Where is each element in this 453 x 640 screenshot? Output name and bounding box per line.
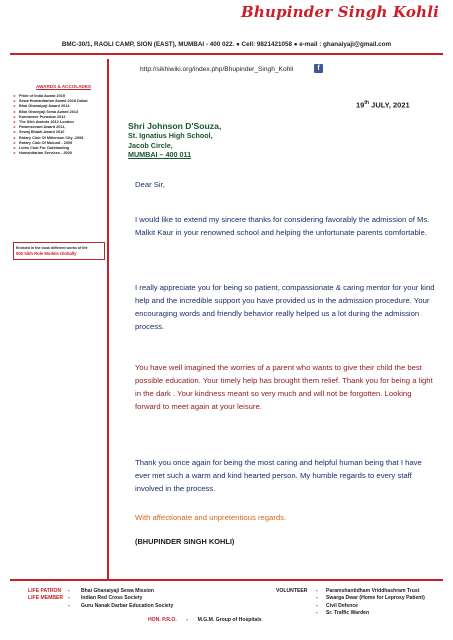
award-item: ► Bhai Ghaniyaji Sewa Award 2013	[13, 110, 105, 115]
footer-left-values	[81, 588, 173, 610]
footer-right-dashes	[316, 588, 318, 618]
recipient-line2: Jacob Circle,	[128, 140, 173, 150]
signatory-name: (BHUPINDER SINGH KOHLI)	[135, 537, 235, 546]
footer-left-dashes	[68, 588, 70, 610]
dash: -	[68, 595, 70, 602]
addressee-block	[128, 121, 328, 160]
award-item: ► The Sikh Awards 2012 London	[13, 120, 105, 125]
awards-heading: AWARDS & ACCOLADES	[36, 84, 91, 89]
closing-line: With affectionate and unpretentious regards.	[135, 513, 287, 522]
salutation: Dear Sir,	[135, 180, 165, 189]
letter-date	[356, 100, 410, 110]
life-member-label: LIFE MEMBER	[28, 595, 64, 602]
award-item: ► Karmaveer Puraskar 2012	[13, 115, 105, 120]
book-title: 500 Sikh Role Models Globally	[16, 251, 77, 256]
volunteer-item: Swarga Dwar (Home for Leprosy Patient)	[326, 595, 425, 602]
award-item: ► Pride of India Award 2019	[13, 94, 105, 99]
header-address: BMC-30/1, RAOLI CAMP, SION (EAST), MUMBAI - 400 022. ● Cell: 9821421058 ● e-mail : ghanaiyaji@gmail.com	[61, 41, 392, 48]
recipient-city: MUMBAI – 400 011	[128, 150, 192, 159]
award-item: ► Lions Club For Outstanding	[13, 146, 105, 151]
date-day: 19	[356, 100, 365, 110]
date-suffix: th	[364, 100, 370, 106]
paragraph-2: I really appreciate you for being so patient, compassionate & caring mentor for your kind help and the incredible support you have provided us in the admission procedure. Your encouraging words and friendly behavior really helped us a lot during the admission process.	[135, 283, 435, 331]
award-item: ► Sewaj Bhakti Award 2010	[13, 130, 105, 135]
dash: -	[316, 602, 318, 609]
volunteer-item: Sr. Traffic Warden	[326, 610, 370, 617]
dash: -	[68, 602, 70, 609]
volunteer-values	[326, 588, 425, 618]
date-rest: JULY, 2021	[369, 100, 410, 110]
dash: -	[186, 617, 189, 623]
life-member-value-2: Guru Nanak Darbar Education Society	[81, 602, 174, 609]
volunteer-item: Paramshantidham Vriddhashram Trust	[326, 588, 420, 594]
dash: -	[316, 610, 318, 617]
award-item: ► Paramsevant Award 2011,	[13, 125, 105, 130]
dash: -	[68, 588, 70, 594]
paragraph-1: I would like to extend my sincere thanks for considering favorably the admission of Ms. Malkit Kaur in your renowned school and helping the unfortunate parents comfortable.	[135, 215, 430, 237]
volunteer-label: VOLUNTEER	[276, 588, 308, 594]
award-item: ► Humanitarian Services - 2008	[13, 151, 105, 156]
paragraph-3: You have well imagined the worries of a parent who wants to give their child the best possible education. Your timely help has brought them relief. Thank you for being a light in the dark . Your kindness meant so very much and will not be forgotten. Looking forward to meet again at your leisure.	[135, 363, 433, 411]
wiki-link[interactable]: http://sikhiwiki.org/index.php/Bhupinder_Singh_Kohli	[140, 66, 294, 73]
book-note: Enlisted in the book different works of life	[16, 246, 88, 250]
facebook-icon[interactable]: f	[314, 64, 323, 73]
award-item: ► Rotary Club Of Mulund - 2005	[13, 141, 105, 146]
life-patron-label: LIFE PATRON	[28, 588, 62, 594]
dash: -	[316, 595, 318, 602]
paragraph-4: Thank you once again for being the most caring and helpful human being that I have ever met such a warm and kind hearted person. My humble regards to every staff involved in the process.	[135, 458, 422, 493]
signature-logo: Bhupinder Singh Kohli	[240, 3, 439, 21]
awards-list	[13, 94, 105, 156]
life-patron-value: Bhai Ghanaiyaji Sewa Mission	[81, 588, 155, 594]
hon-pro-line	[148, 617, 262, 624]
footer-left-labels	[28, 588, 63, 603]
recipient-name: Shri Johnson D'Souza,	[128, 121, 222, 131]
hon-pro-label: HON. P.R.O.	[148, 617, 177, 623]
footer-divider	[10, 579, 443, 581]
book-box	[13, 242, 105, 260]
volunteer-item: Civil Defence	[326, 602, 358, 609]
hon-pro-value: M.G.M. Group of Hospitals	[197, 617, 262, 623]
sidebar-divider	[107, 59, 109, 579]
header-divider	[10, 53, 443, 55]
award-item: ► Rotary Club Of Millenium City -2008	[13, 136, 105, 141]
award-item: ► Bhai Ghanaiyaji Award 2014	[13, 104, 105, 109]
award-item: ► Sewa Humanitarian Award 2018 Dubai	[13, 99, 105, 104]
life-member-value-1: Indian Red Cross Society	[81, 595, 143, 602]
dash: -	[316, 588, 318, 594]
recipient-line1: St. Ignatius High School,	[128, 131, 213, 140]
